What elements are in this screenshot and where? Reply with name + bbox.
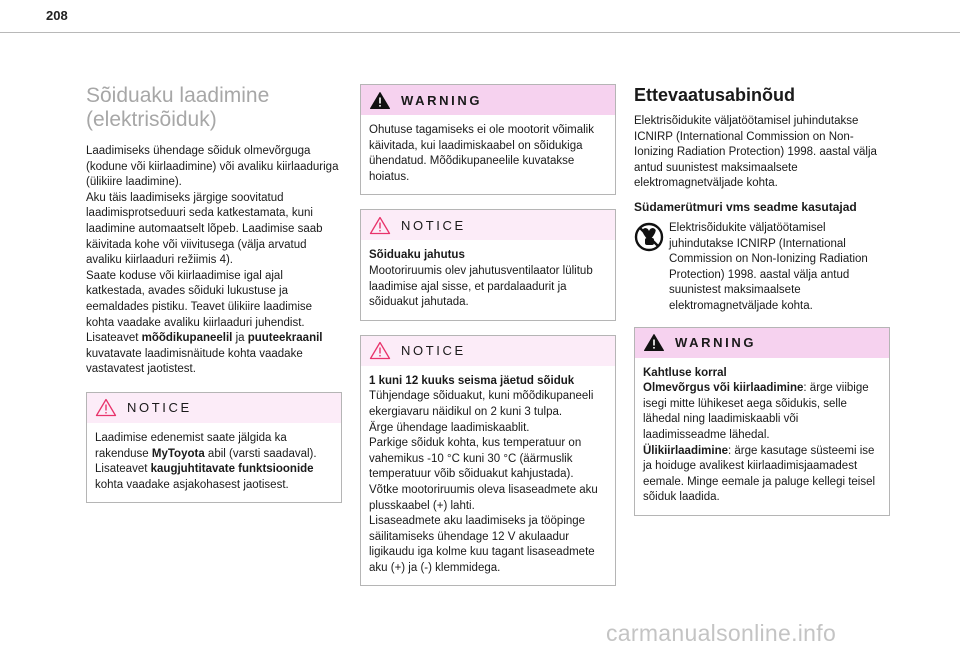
storage-step: Parkige sõiduk kohta, kus temperatuur on vahemikus -10 °C kuni 30 °C (äärmuslik temperatuur võib sõiduakut kahjustada).: [369, 437, 582, 481]
notice-body: Laadimise edenemist saate jälgida ka rakenduse MyToyota abil (varsti saadaval). Lisateavet kaugjuhtitavate funktsioonide kohta vaadake asjakohasest jaotisest.: [95, 431, 317, 491]
warning-title: WARNING: [401, 92, 483, 108]
notice-title: NOTICE: [401, 217, 466, 233]
pacemaker-prohibited-icon: [634, 222, 664, 252]
charging-procedure-paragraph: Aku täis laadimiseks järgige soovitatud laadimisprotseduuri seda katkestamata, kuni laadimine automaatselt lõpeb. Laadimise saab käivitada kohe või viivitusega (välja arvatud avaliku kiirlaaduri režiimis 4).: [86, 191, 323, 267]
warning-heading: Kahtluse korral: [643, 366, 727, 379]
storage-step: Lisaseadmete aku laadimiseks ja tööpinge säilitamiseks ühendage 12 V akulaadur ligikaudu iga kolme kuu tagant lisaseadmete aku (+) ja (-) klemmidega.: [369, 515, 595, 574]
touchscreen-ref: puuteekraanil: [247, 332, 323, 345]
notice-triangle-icon: [369, 341, 391, 360]
notice-header: [361, 210, 615, 240]
interrupt-charging-paragraph: Saate koduse või kiirlaadimise igal ajal katkestada, avades sõiduki lukustuse ja eemaldades pistiku. Teavet ülikiire laadimise kohta vaadake avaliku kiirlaaduri juhendist.: [86, 269, 313, 329]
notice-title: NOTICE: [401, 343, 466, 359]
notice-triangle-icon: [95, 398, 117, 417]
pacemaker-subheading: Südamerütmuri vms seadme kasutajad: [634, 199, 857, 214]
notice-header: [361, 336, 615, 366]
storage-step: Võtke mootoriruumis oleva lisaseadmete aku plusskaabel (+) lahti.: [369, 483, 598, 512]
more-info-paragraph: Lisateavet mõõdikupaneelil ja puuteekraanil kuvatavate laadimisnäitude kohta vaadake vastavatest jaotistest.: [86, 332, 323, 376]
notice-body: Sõiduaku jahutus Mootoriruumis olev jahutusventilaator lülitub laadimise ajal sisse, et pardalaadurit ja sõiduakut jahutada.: [369, 249, 593, 309]
ultrafast-charging-label: Ülikiirlaadimine: [643, 444, 729, 457]
app-name: MyToyota: [151, 447, 205, 460]
section-title-line2: (elektrisõiduk): [86, 108, 217, 131]
warning-box-engine: [360, 84, 616, 195]
column-3: [634, 80, 890, 530]
notice-box-cooling: [360, 209, 616, 320]
instrument-panel-ref: mõõdikupaneelil: [141, 332, 233, 345]
section-title-line1: Sõiduaku laadimine: [86, 84, 270, 107]
warning-triangle-icon: [369, 91, 391, 110]
top-rule: [0, 32, 960, 33]
precautions-title: Ettevaatusabinõud: [634, 85, 796, 105]
storage-step: Ärge ühendage laadimiskaablit.: [369, 421, 530, 434]
pacemaker-row: [634, 221, 890, 315]
warning-body: Ohutuse tagamiseks ei ole mootorit võimalik käivitada, kui laadimiskaabel on sõidukiga ühendatud. Mõõdikupaneelile kuvatakse hoiatus.: [369, 124, 594, 183]
warning-body: Kahtluse korral Olmevõrgus või kiirlaadimine: ärge viibige isegi mitte lühikeset aega sõidukis, selle lähedal ning laadimiskaabli või laadimisseadme lähedal. Ülikiirlaadimine: ärge kasutage süsteemi ise ja hoiduge avalikest kiirlaadimisjaamadest eemale. Minge eemale ja paluge kellegi teisel sõiduk laadida.: [643, 366, 876, 504]
remote-functions-ref: kaugjuhtitavate funktsioonide: [150, 463, 314, 476]
mains-charging-label: Olmevõrgus või kiirlaadimine: [643, 382, 804, 395]
notice-heading: 1 kuni 12 kuuks seisma jäetud sõiduk: [369, 374, 575, 387]
warning-header: [635, 328, 889, 358]
column-2: [360, 84, 616, 600]
intro-paragraph: Laadimiseks ühendage sõiduk olmevõrguga (kodune või kiirlaadimine) või avaliku kiirlaaduriga (ülikiire laadimine).: [86, 145, 339, 189]
watermark: carmanualsonline.info: [606, 620, 837, 646]
icnirp-paragraph: Elektrisõidukite väljatöötamisel juhindutakse ICNIRP (International Commission on Non-Ionizing Radiation Protection) 1998. aastal välja antud suunistest maksimaalsete elektromagnetväljade kohta.: [634, 115, 877, 190]
section-title: [86, 84, 342, 132]
notice-body: [361, 366, 615, 586]
notice-box-storage: [360, 335, 616, 587]
storage-step: Tühjendage sõiduakut, kuni mõõdikupaneeli ekergiavaru näidikul on 2 kuni 3 tulpa.: [369, 390, 594, 418]
warning-box-doubt: [634, 327, 890, 516]
warning-triangle-icon: [643, 333, 665, 352]
notice-title: NOTICE: [127, 400, 192, 416]
warning-header: [361, 85, 615, 115]
column-1: [86, 80, 342, 517]
notice-triangle-icon: [369, 216, 391, 235]
notice-heading: Sõiduaku jahutus: [369, 249, 465, 262]
page-number: 208: [46, 8, 68, 23]
notice-box-app: [86, 392, 342, 503]
notice-header: [87, 393, 341, 423]
warning-title: WARNING: [675, 335, 757, 351]
pacemaker-text: Elektrisõidukite väljatöötamisel juhindutakse ICNIRP (International Commission on Non-Ionizing Radiation Protection) 1998. aastal välja antud suunistest maksimaalsete elektromagnetväljade kohta.: [669, 221, 868, 312]
